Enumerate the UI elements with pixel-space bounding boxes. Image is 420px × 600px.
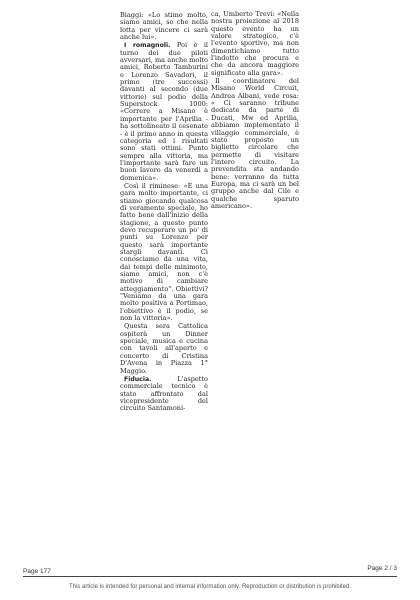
paragraph-riminese: Così il riminese: «È una gara molto importante, ci stiamo giocando qualcosa di veramente speciale, ho fatto bene dall'inizio della stagione, a questo punto devo recuperare un po' di punti su Lorenzo per questo sarà importante stargli davanti. Ci conosciamo da una vita, dai tempi delle minimoto, siamo amici, non c'è motivo di cambiare atteggiamento". Obiettivi? "Veniamo da una gara molto positiva a Portimao, l'obiettivo è il podio, se non la vittoria». — [120, 181, 208, 323]
paragraph-cattolica: Questa sera Cattolica ospiterà un Dinner speciale, musica e cucina con tavoli all'aperto e concerto di Cristina D'Avena in Piazza 1° Maggio. — [120, 322, 208, 375]
section-lead-fiducia: Fiducia. — [124, 375, 152, 383]
paragraph-fiducia-text: L'aspetto commerciale tecnico è stato affrontato dal vicepresidente del circuito Santamoni- — [120, 374, 208, 413]
copyright-notice: This article is intended for personal and internal information only. Reproduction or distribution is prohibited. — [68, 584, 352, 590]
page-number-left: Page 177 — [23, 568, 51, 575]
section-lead-romagnoli: I romagnoli. — [124, 42, 171, 50]
paragraph-fiducia — [120, 376, 208, 413]
paragraph-romagnoli — [120, 42, 208, 182]
footer-divider — [23, 576, 397, 577]
paragraph-albani: Il coordinatore del Misano World Circuit, Andrea Albani, vede rosa: « Ci saranno tribune dedicate da parte di Ducati, Mw ed Aprilia, abbiamo implementato il villaggio commerciale, è stato proposto un biglietto circolare che permette di visitare l'intero circuito. La prevendita sta andando bene: verranno da tutta Europa, ma ci sarà un bel gruppo anche dal Cile e qualche sparuto americano». — [211, 77, 299, 210]
paragraph-romagnoli-text: Poi è il turno dei due piloti avversari, ma anche molto amici, Roberto Tamburini e Lorenzo Savadori, il primo (tre successi) davanti al secondo (due vittorie) sul podio della Superstock 1000: «Correre a Misano è importante per l'Aprilia - ha sottolineato il cesenate - è il primo anno in questa categoria ed i risultati sono stati ottimi. Punto sempre alla vittoria, ma l'importante sarà fare un buon lavoro da venerdì a domenica». — [120, 41, 209, 182]
paragraph-trevi-quote: ca, Umberto Trevi: «Nella nostra proiezione al 2018 questo evento ha un valore strategico, c'è l'evento sportivo, ma non dimentichiamo tutto l'indotto che procura e che da ancora maggiore significato alla gara». — [211, 10, 299, 77]
paragraph-biaggi-quote: Biaggi: «Lo stimo molto, siamo amici, so che nella lotta per vincere ci sarà anche lui». — [120, 11, 208, 42]
article-column-1 — [120, 12, 208, 414]
page-number-right: Page 2 / 3 — [367, 565, 397, 572]
article-column-2 — [211, 11, 299, 211]
